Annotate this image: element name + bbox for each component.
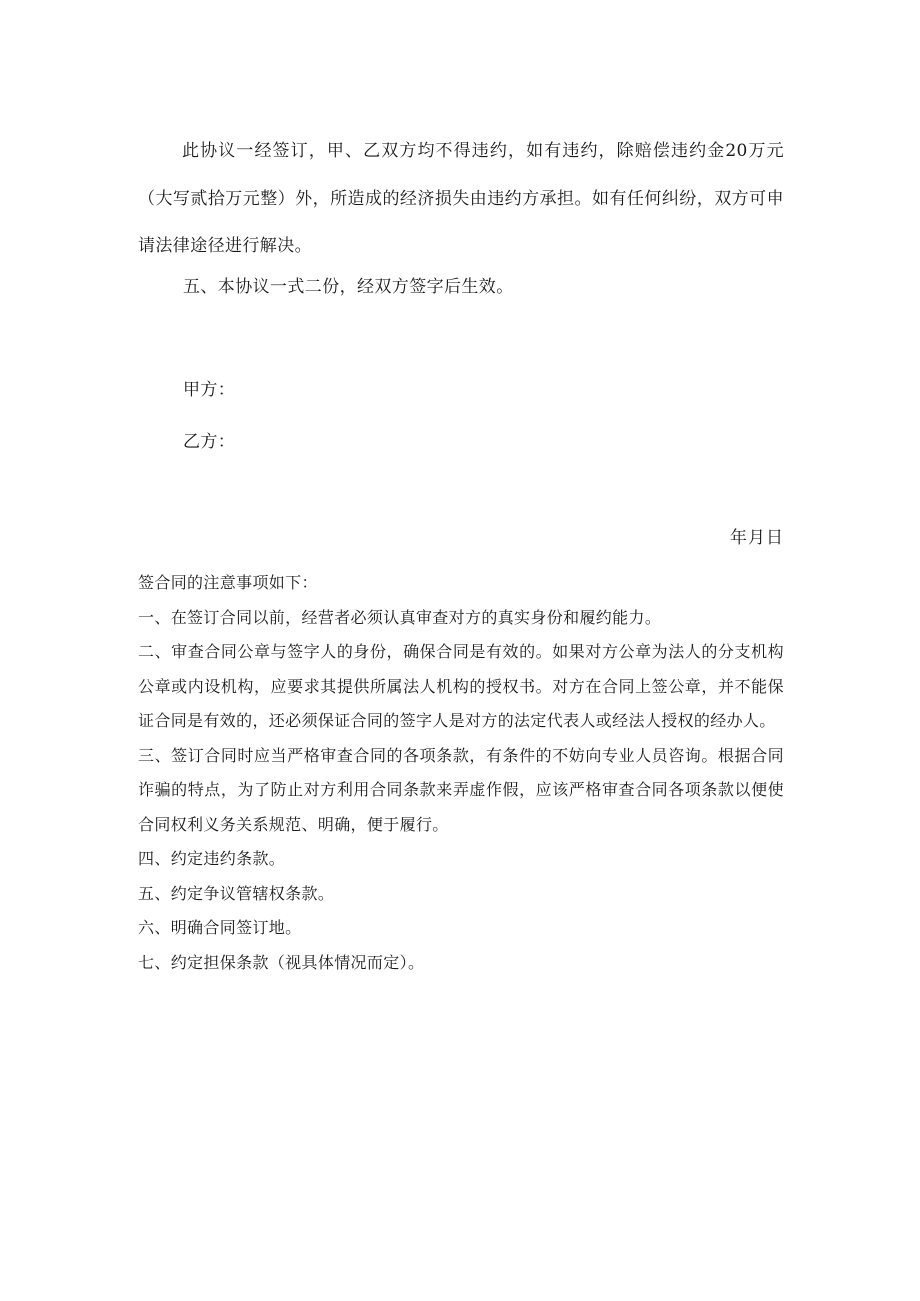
notes-heading: 签合同的注意事项如下：: [138, 573, 318, 592]
contract-notes-section: [138, 566, 784, 980]
notes-item-2: 二、审查合同公章与签字人的身份，确保合同是有效的。如果对方公章为法人的分支机构公章或内设机构，应要求其提供所属法人机构的授权书。对方在合同上签公章，并不能保证合同是有效的，还必须保证合同的签字人是对方的法定代表人或经法人授权的经办人。: [138, 642, 784, 730]
notes-item-6: 六、明确合同签订地。: [138, 918, 302, 937]
party-a-signature-label: 甲方：: [183, 380, 236, 400]
notes-item-5: 五、约定争议管辖权条款。: [138, 883, 335, 903]
notes-item-3: 三、签订合同时应当严格审查合同的各项条款，有条件的不妨向专业人员咨询。根据合同诈骗的特点，为了防止对方利用合同条款来弄虚作假，应该严格审查合同各项条款以便使合同权利义务关系规范、明确，便于履行。: [138, 745, 784, 834]
breach-clause-paragraph: 此协议一经签订，甲、乙双方均不得违约，如有违约，除赔偿违约金20万元（大写贰拾万元整）外，所造成的经济损失由违约方承担。如有任何纠纷，双方可申请法律途径进行解决。: [138, 141, 784, 256]
notes-item-4: 四、约定违约条款。: [138, 849, 286, 868]
party-b-signature-label: 乙方：: [183, 432, 236, 452]
notes-item-7: 七、约定担保条款（视具体情况而定）。: [138, 952, 425, 972]
clause-five: 五、本协议一式二份，经双方签字后生效。: [183, 277, 514, 297]
signing-date-label: 年月日: [730, 528, 784, 548]
notes-item-1: 一、在签订合同以前，经营者必须认真审查对方的真实身份和履约能力。: [138, 607, 662, 627]
